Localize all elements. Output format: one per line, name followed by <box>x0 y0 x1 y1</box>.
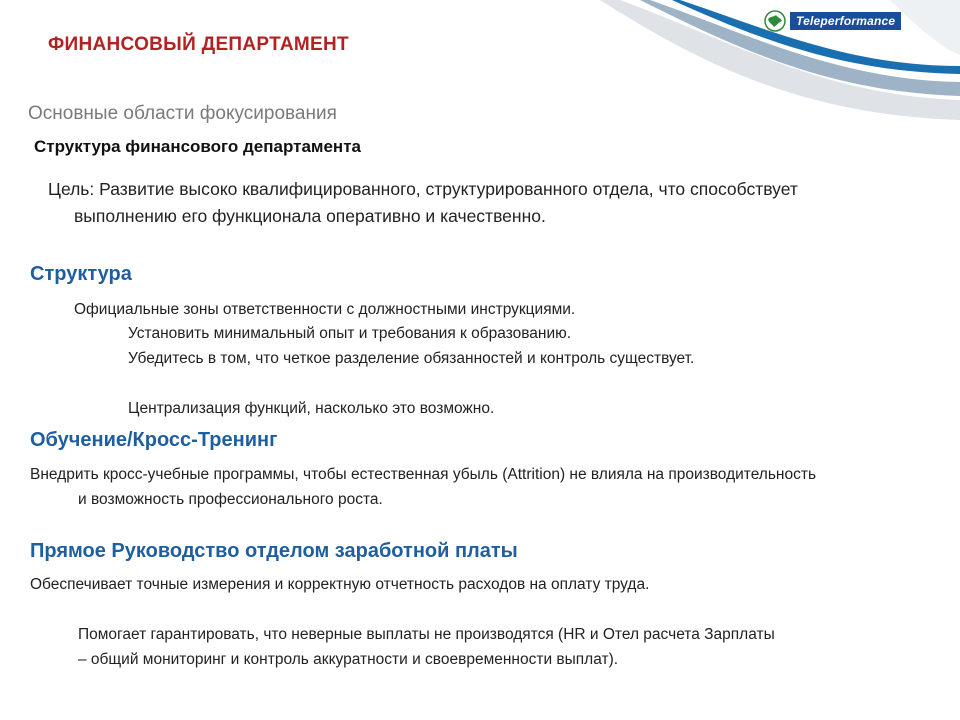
logo-wordmark: Teleperformance <box>790 12 901 30</box>
globe-icon <box>764 10 786 32</box>
department-title: ФИНАНСОВЫЙ ДЕПАРТАМЕНТ <box>48 34 349 55</box>
goal-text: Цель: Развитие высоко квалифицированного, структурированного отдела, что способствует выполнению его функционала оперативно и качественно. <box>48 179 798 226</box>
structure-item: Установить минимальный опыт и требования к образованию. <box>128 325 572 342</box>
payroll-text-1: Обеспечивает точные измерения и корректную отчетность расходов на оплату труда. <box>30 576 650 593</box>
structure-lead: Официальные зоны ответственности с должностными инструкциями. <box>74 301 576 318</box>
training-heading: Обучение/Кросс-Тренинг <box>30 429 278 451</box>
section-title: Структура финансового департамента <box>34 137 361 156</box>
structure-item: Убедитесь в том, что четкое разделение обязанностей и контроль существует. <box>128 350 695 367</box>
payroll-text-2: Помогает гарантировать, что неверные выплаты не производятся (HR и Отел расчета Зарплаты – общий мониторинг и контроль аккуратности и своевременности выплат). <box>78 626 775 668</box>
payroll-heading: Прямое Руководство отделом заработной платы <box>30 540 518 562</box>
teleperformance-logo <box>764 8 914 34</box>
structure-heading: Структура <box>30 263 132 285</box>
structure-item: Централизация функций, насколько это возможно. <box>128 400 495 417</box>
focus-subtitle: Основные области фокусирования <box>28 103 337 124</box>
training-text: Внедрить кросс-учебные программы, чтобы естественная убыль (Attrition) не влияла на производительность и возможность профессионального роста. <box>30 466 817 508</box>
